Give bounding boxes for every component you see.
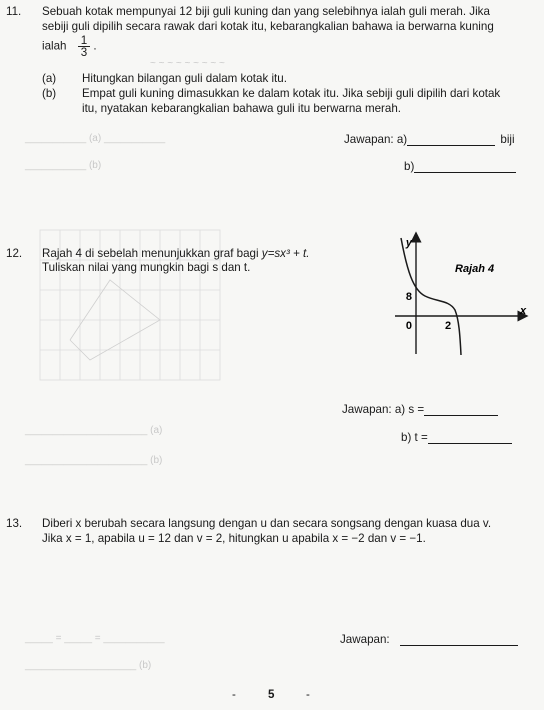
page-number: 5 bbox=[268, 688, 275, 701]
question-13-line-2: Jika x = 1, apabila u = 12 dan v = 2, hitungkan u apabila x = −2 dan v = −1. bbox=[42, 532, 426, 545]
graph-title: Rajah 4 bbox=[455, 263, 495, 275]
bleed-through-text: ______________________ (b) bbox=[25, 455, 163, 466]
question-12-number: 12. bbox=[6, 247, 23, 260]
question-11-number: 11. bbox=[6, 5, 22, 18]
answer-12b-label: b) t = bbox=[401, 431, 428, 444]
question-13-line-1: Diberi x berubah secara langsung dengan u dan secara songsang dengan kuasa dua v. bbox=[42, 517, 492, 530]
bleed-through-text: ~ ~ ~ ~ ~ ~ ~ ~ ~ bbox=[150, 58, 225, 69]
answer-12b bbox=[401, 431, 512, 444]
fraction-numerator: 1 bbox=[78, 35, 90, 47]
bleed-through-text: ____________________ (b) bbox=[25, 660, 152, 671]
rajah-4-graph bbox=[385, 230, 535, 360]
answer-12a bbox=[342, 403, 498, 416]
x-intercept-label: 2 bbox=[445, 320, 452, 332]
answer-11a-unit: biji bbox=[500, 133, 515, 146]
axis-y-label: y bbox=[405, 237, 412, 249]
question-12-line-2: Tuliskan nilai yang mungkin bagi s dan t. bbox=[42, 261, 251, 274]
bleed-through-text: ___________ (a) ___________ bbox=[25, 133, 166, 144]
answer-12a-blank[interactable] bbox=[424, 415, 498, 416]
fraction-denominator: 3 bbox=[80, 46, 88, 59]
answer-12a-label: Jawapan: a) s = bbox=[342, 403, 425, 416]
part-b-label: (b) bbox=[42, 87, 57, 100]
y-intercept-label: 8 bbox=[405, 291, 412, 303]
answer-11a bbox=[344, 133, 515, 146]
part-a-text: Hitungkan bilangan guli dalam kotak itu. bbox=[82, 72, 287, 85]
question-12-line-1 bbox=[42, 247, 309, 260]
question-12-equation: y=sx³ + t. bbox=[261, 247, 310, 260]
origin-label: 0 bbox=[405, 320, 412, 332]
answer-12b-blank[interactable] bbox=[428, 443, 512, 444]
answer-13-label: Jawapan: bbox=[340, 633, 390, 646]
part-a-label: (a) bbox=[42, 72, 57, 85]
question-13-number: 13. bbox=[6, 517, 23, 530]
part-b-line-1: Empat guli kuning dimasukkan ke dalam kotak itu. Jika sebiji guli dipilih dari kotak bbox=[82, 87, 501, 100]
bleed-through-text: _____ = _____ = ___________ bbox=[25, 633, 165, 644]
question-11-line-3-prefix: ialah bbox=[42, 39, 67, 53]
answer-11a-blank[interactable] bbox=[407, 145, 495, 146]
question-12-line-1-prefix: Rajah 4 di sebelah menunjukkan graf bagi bbox=[42, 247, 262, 260]
bleed-through-text: ______________________ (a) bbox=[25, 425, 163, 436]
footer-dash-right: - bbox=[306, 688, 310, 701]
answer-11b-blank[interactable] bbox=[414, 172, 516, 173]
part-b-line-2: itu, nyatakan kebarangkalian bahawa guli itu berwarna merah. bbox=[82, 102, 402, 115]
answer-11a-label: Jawapan: a) bbox=[344, 133, 408, 146]
answer-13 bbox=[340, 633, 518, 646]
answer-11b-label: b) bbox=[404, 160, 415, 173]
question-11-line-2: sebiji guli dipilih secara rawak dari kotak itu, kebarangkalian bahawa ia berwarna kuning bbox=[42, 20, 494, 33]
axis-x-label: x bbox=[520, 305, 527, 317]
bleed-through-text: ___________ (b) bbox=[25, 160, 102, 171]
question-11-line-3: ialah $\frac{1}{3}$ . bbox=[42, 34, 97, 59]
question-11-line-1: Sebuah kotak mempunyai 12 biji guli kuning dan yang selebihnya ialah guli merah. Jika bbox=[42, 5, 490, 18]
footer-dash-left: - bbox=[232, 688, 236, 701]
probability-fraction bbox=[78, 35, 90, 58]
answer-13-blank[interactable] bbox=[400, 645, 518, 646]
answer-11b bbox=[404, 160, 516, 173]
